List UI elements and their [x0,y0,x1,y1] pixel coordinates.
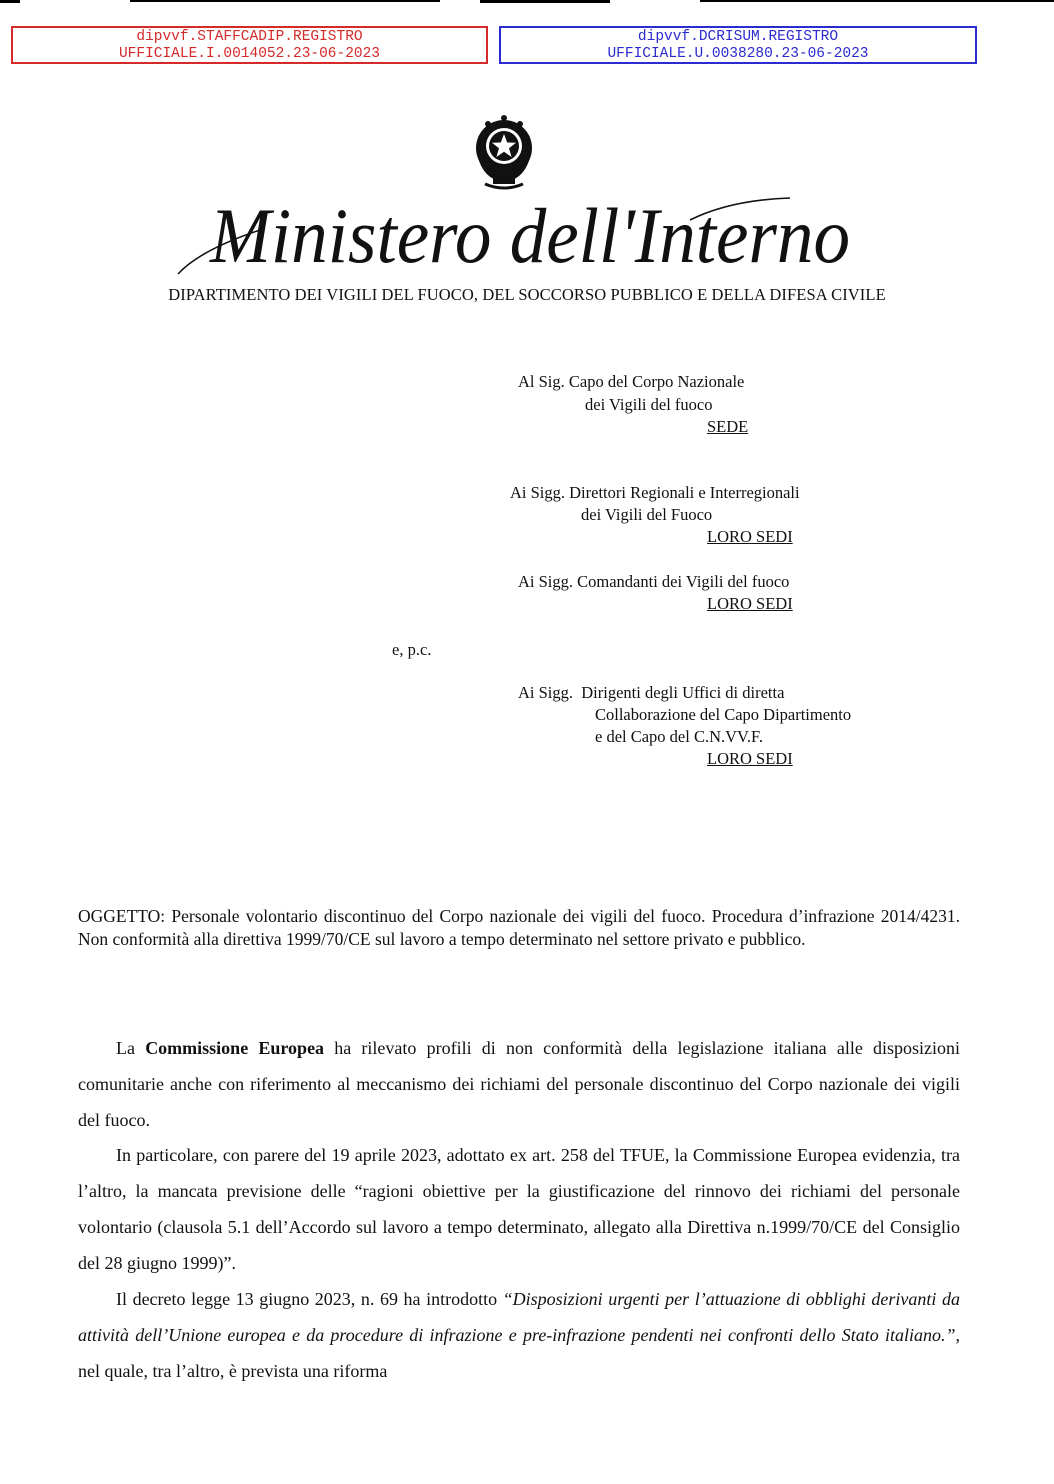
body-paragraph [78,1030,960,1138]
recipient-location: LORO SEDI [707,527,793,546]
body-text: Il decreto legge 13 giugno 2023, n. 69 ha introdotto [116,1289,503,1309]
protocol-stamp-line: dipvvf.DCRISUM.REGISTRO [637,29,839,45]
recipient-line: Ai Sigg. Direttori Regionali e Interregionali [510,483,800,502]
subject-line: OGGETTO: Personale volontario discontinuo del Corpo nazionale dei vigili del fuoco. Procedura d’infrazione 2014/4231. Non conformità alla direttiva 1999/70/CE sul lavoro a tempo determinato nel settore privato e pubblico. [78,906,960,949]
body-text: , nel quale, tra l’altro, è prevista una riforma [78,1325,960,1381]
scan-top-border [130,0,440,2]
body-text-italic: “Disposizioni urgenti per l’attuazione di obblighi derivanti da attività dell’Unione europea e da procedure di infrazione e pre-infrazione pendenti nei confronti dello Stato italiano.” [78,1289,960,1345]
recipient-location: LORO SEDI [707,594,793,613]
protocol-stamp-line: UFFICIALE.I.0014052.23-06-2023 [118,46,381,62]
recipient-location: LORO SEDI [707,749,793,768]
ministry-name: Ministero dell'Interno [209,192,850,279]
recipient-line: dei Vigili del fuoco [585,395,713,414]
body-text: La [116,1038,146,1058]
body-text-bold: Commissione Europea [145,1038,325,1058]
scan-top-border [700,0,1054,2]
protocol-stamp-line: UFFICIALE.U.0038280.23-06-2023 [607,46,869,62]
recipient-line: Collaborazione del Capo Dipartimento [595,705,852,724]
department-name: DIPARTIMENTO DEI VIGILI DEL FUOCO, DEL SOCCORSO PUBBLICO E DELLA DIFESA CIVILE [168,285,886,304]
body-paragraph: In particolare, con parere del 19 aprile 2023, adottato ex art. 258 del TFUE, la Commissione Europea evidenzia, tra l’altro, la mancata previsione delle “ragioni obiettive per la giustificazione del rinnovo dei richiami del personale volontario (clausola 5.1 dell’Accordo sul lavoro a tempo determinato, allegato alla Direttiva n.1999/70/CE del Consiglio del 28 giugno 1999)”. [78,1145,960,1273]
protocol-stamp-outgoing [499,26,977,64]
recipient-location: SEDE [707,417,749,436]
scan-top-border [480,0,610,3]
recipient-line: Ai Sigg. Dirigenti degli Uffici di diretta [518,683,785,702]
body-text: ha rilevato profili di non conformità della legislazione italiana alle disposizioni comunitarie anche con riferimento al meccanismo dei richiami del personale discontinuo del Corpo nazionale dei vigili del fuoco. [78,1038,961,1130]
protocol-stamp-line: dipvvf.STAFFCADIP.REGISTRO [136,29,363,45]
scan-top-border [0,0,20,3]
recipient-line: dei Vigili del Fuoco [581,505,713,524]
recipient-line: Al Sig. Capo del Corpo Nazionale [518,372,745,391]
body-paragraph [78,1281,960,1389]
recipient-line: Ai Sigg. Comandanti dei Vigili del fuoco [518,572,790,591]
protocol-stamp-incoming [11,26,488,64]
copy-to-label: e, p.c. [392,640,432,659]
italian-republic-emblem-icon [463,110,545,192]
ministry-logotype [170,190,890,280]
recipient-line: e del Capo del C.N.VV.F. [595,727,763,746]
